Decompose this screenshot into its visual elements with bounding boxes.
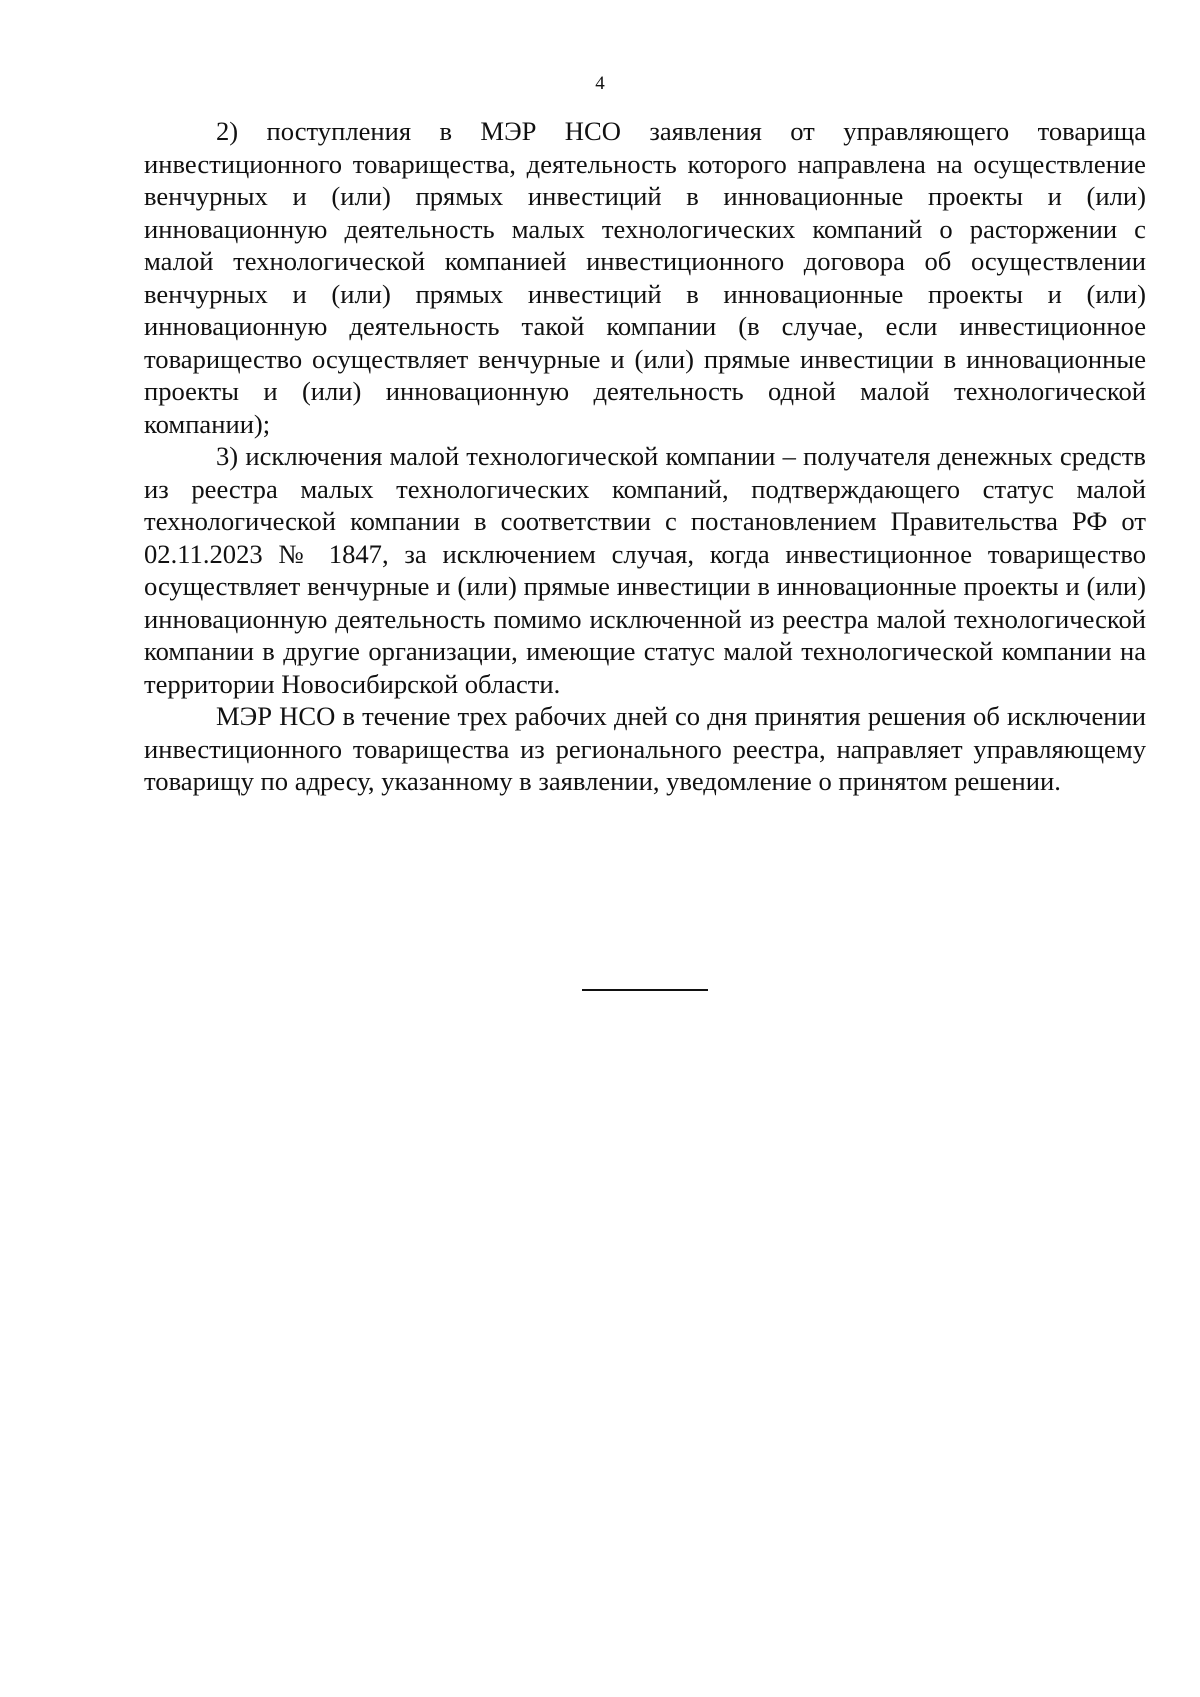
paragraph-item-3: 3) исключения малой технологической компании – получателя денежных средств из реестра малых технологических компаний, подтверждающего статус малой технологической компании в соответствии с постановлением Правительства РФ от 02.11.2023 № 1847, за исключением случая, когда инвестиционное товарищество осуществляет венчурные и (или) прямые инвестиции в инновационные проекты и (или) инновационную деятельность помимо исключенной из реестра малой технологической компании в другие организации, имеющие статус малой технологической компании на территории Новосибирской области. [144, 441, 1146, 699]
notification-paragraph: МЭР НСО в течение трех рабочих дней со дня принятия решения об исключении инвестиционного товарищества из регионального реестра, направляет управляющему товарищу по адресу, указанному в заявлении, уведомление о принятом решении. [144, 701, 1146, 796]
closing-divider [582, 989, 708, 991]
page-number: 4 [595, 73, 605, 94]
document-body [144, 115, 1146, 798]
paragraph-item-2: 2) поступления в МЭР НСО заявления от управляющего товарища инвестиционного товарищества, деятельность которого направлена на осуществление венчурных и (или) прямых инвестиций в инновационные проекты и (или) инновационную деятельность малых технологических компаний о расторжении с малой технологической компанией инвестиционного договора об осуществлении венчурных и (или) прямых инвестиций в инновационные проекты и (или) инновационную деятельность такой компании (в случае, если инвестиционное товарищество осуществляет венчурные и (или) прямые инвестиции в инновационные проекты и (или) инновационную деятельность одной малой технологической компании); [144, 116, 1146, 439]
